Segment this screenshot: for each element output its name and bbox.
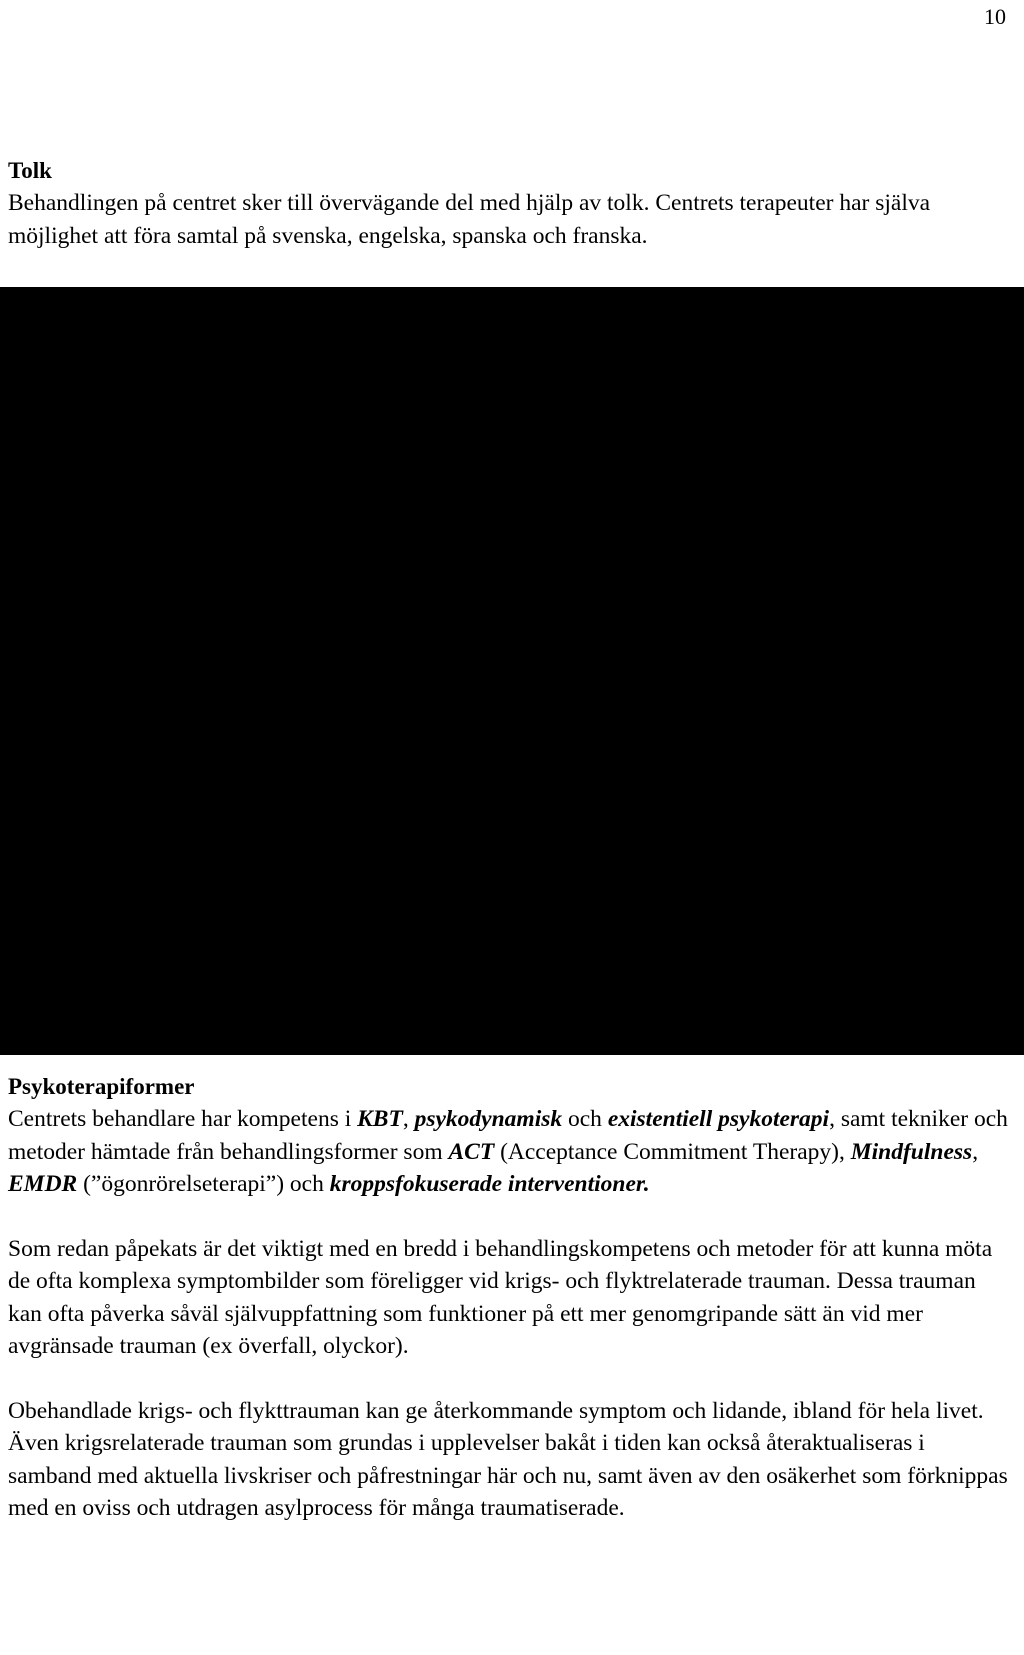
tolk-section xyxy=(8,155,1008,252)
obehandlade-trauman-paragraph: Obehandlade krigs- och flykttrauman kan ge återkommande symptom och lidande, ibland för hela livet. Även krigsrelaterade trauman som grundas i upplevelser bakåt i tiden kan också återaktualiseras i samband med aktuella livskriser och påfrestningar här och nu, samt även av den osäkerhet som förknippas med en oviss och utdragen asylprocess för många traumatiserade. xyxy=(8,1397,1008,1521)
act-term: ACT xyxy=(448,1138,495,1165)
psykodynamisk-term: psykodynamisk xyxy=(414,1106,563,1132)
intro-text: Centrets behandlare har kompetens i xyxy=(8,1106,358,1132)
intro-text: och xyxy=(562,1106,608,1132)
intro-text: , samt tekniker och metoder hämtade från behandlingsformer som xyxy=(8,1106,1008,1165)
psykoterapiformer-heading: Psykoterapiformer xyxy=(8,1074,195,1099)
intro-text: (Acceptance Commitment Therapy), xyxy=(494,1138,851,1165)
psykoterapiformer-section xyxy=(8,1071,1008,1525)
intro-text: , xyxy=(402,1106,415,1132)
kroppsfokuserade-term: kroppsfokuserade interventioner. xyxy=(329,1171,650,1197)
redacted-black-area xyxy=(0,287,1024,1055)
intro-text: , xyxy=(972,1138,979,1165)
intro-text: (”ögonrörelseterapi”) och xyxy=(77,1171,330,1197)
behandlingskompetens-paragraph: Som redan påpekats är det viktigt med en bredd i behandlingskompetens och metoder för att kunna möta de ofta komplexa symptombilder som föreligger vid krigs- och flyktrelaterade trauman. Dessa trauman kan ofta påverka såväl självuppfattning som funktioner på ett mer genomgripande sätt än vid mer avgränsade trauman (ex överfall, olyckor). xyxy=(8,1235,993,1359)
existentiell-psykoterapi-term: existentiell psykoterapi xyxy=(607,1106,830,1132)
kbt-term: KBT xyxy=(357,1106,403,1132)
emdr-term: EMDR xyxy=(8,1171,78,1197)
mindfulness-term: Mindfulness xyxy=(850,1138,973,1165)
tolk-paragraph: Behandlingen på centret sker till övervägande del med hjälp av tolk. Centrets terapeuter har själva möjlighet att föra samtal på svenska, engelska, spanska och franska. xyxy=(8,190,931,249)
page-number: 10 xyxy=(984,4,1006,29)
psykoterapiformer-intro-paragraph xyxy=(8,1103,1008,1201)
tolk-heading: Tolk xyxy=(8,158,52,183)
